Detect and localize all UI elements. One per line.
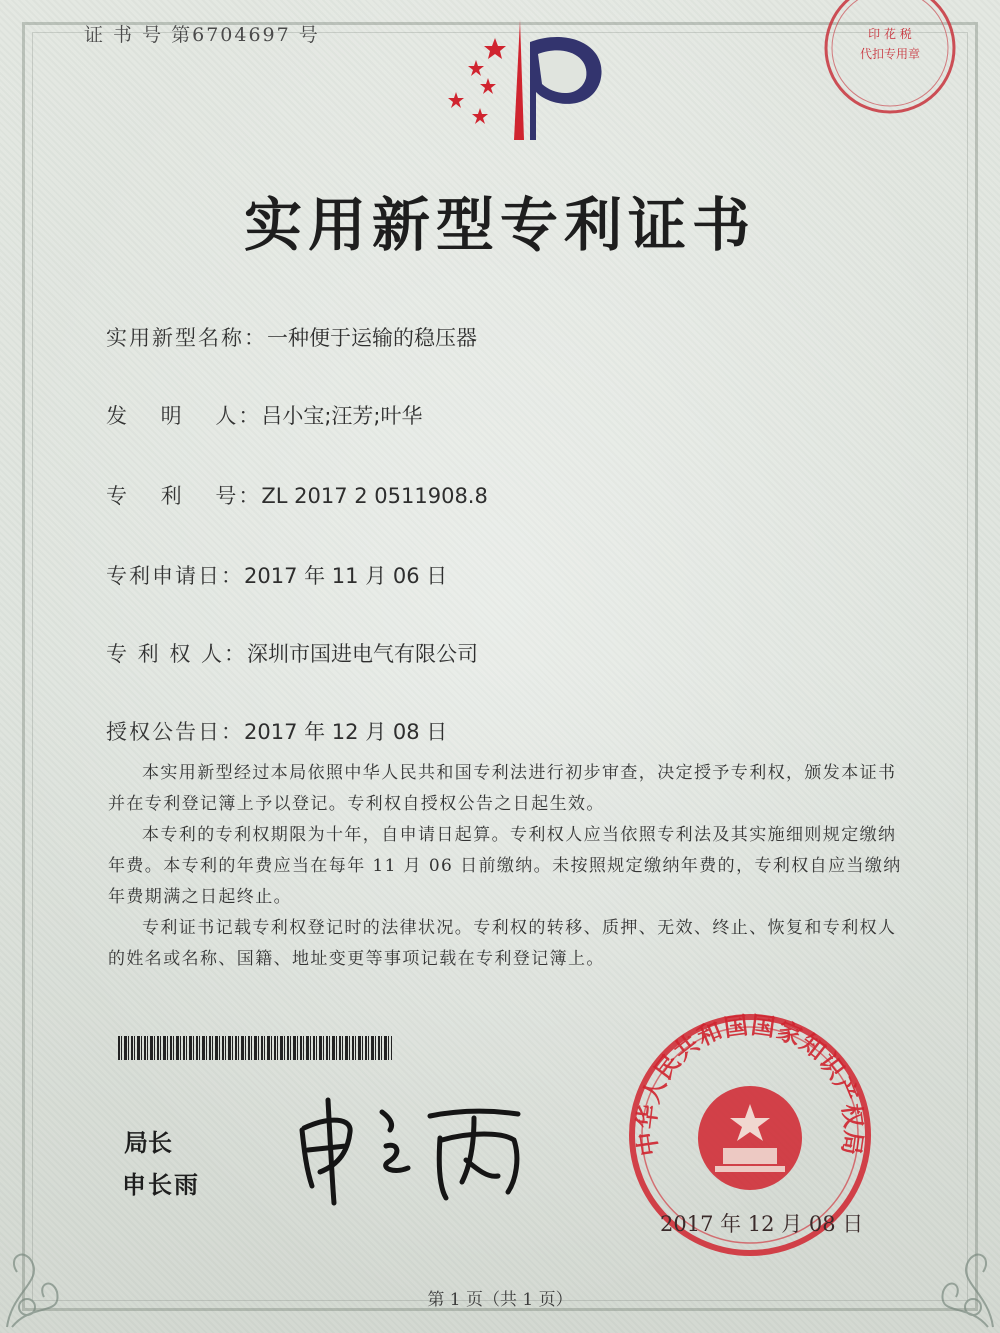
certificate-title: 实用新型专利证书 [243,191,756,259]
field-application-date [106,560,447,590]
svg-text:印 花 税: 印 花 税 [868,27,912,41]
tax-stamp [815,0,965,115]
field-label: 发 明 人： [106,404,262,428]
field-utility-model-name [106,322,477,352]
field-value: 深圳市国进电气有限公司 [247,642,479,666]
field-value: 2017 年 11 月 06 日 [244,564,448,588]
director-signature [290,1088,540,1208]
svg-text:代扣专用章: 代扣专用章 [859,47,921,61]
director-name: 申长雨 [122,1171,200,1199]
legal-text [108,758,908,975]
field-inventors [106,400,423,430]
field-label: 专利申请日： [106,564,244,588]
barcode [118,1036,392,1060]
seal-text: 中华人民共和国国家知识产权局 [632,1011,868,1158]
legal-paragraph: 专利证书记载专利权登记时的法律状况。专利权的转移、质押、无效、终止、恢复和专利权人的姓名或名称、国籍、地址变更等事项记载在专利登记簿上。 [108,918,897,969]
field-value: 一种便于运输的稳压器 [267,326,477,350]
field-patentee [106,638,478,668]
field-patent-number [106,480,488,510]
corner-ornament-bottom-left [2,1222,92,1332]
field-label: 专 利 号： [106,484,262,508]
field-label: 专 利 权 人： [106,642,248,666]
page-footer: 第 1 页（共 1 页） [427,1290,573,1310]
field-grant-date [106,716,447,746]
certificate-number: 证 书 号 第6704697 号 [84,24,320,46]
seal-date: 2017 年 12 月 08 日 [660,1212,864,1236]
patent-office-logo [440,12,620,142]
field-label: 授权公告日： [106,720,244,744]
field-value: ZL 2017 2 0511908.8 [261,484,488,508]
field-value: 2017 年 12 月 08 日 [244,720,448,744]
field-value: 吕小宝;汪芳;叶华 [261,404,423,428]
director-title: 局长 [124,1129,172,1157]
legal-paragraph: 本实用新型经过本局依照中华人民共和国专利法进行初步审查，决定授予专利权，颁发本证书并在专利登记簿上予以登记。专利权自授权公告之日起生效。 [108,763,897,814]
legal-paragraph: 本专利的专利权期限为十年，自申请日起算。专利权人应当依照专利法及其实施细则规定缴纳年费。本专利的年费应当在每年 11 月 06 日前缴纳。未按照规定缴纳年费的，专利权自应当缴纳年费期满之日起终止。 [108,825,902,907]
field-label: 实用新型名称： [106,326,267,350]
corner-ornament-bottom-right [908,1222,998,1332]
